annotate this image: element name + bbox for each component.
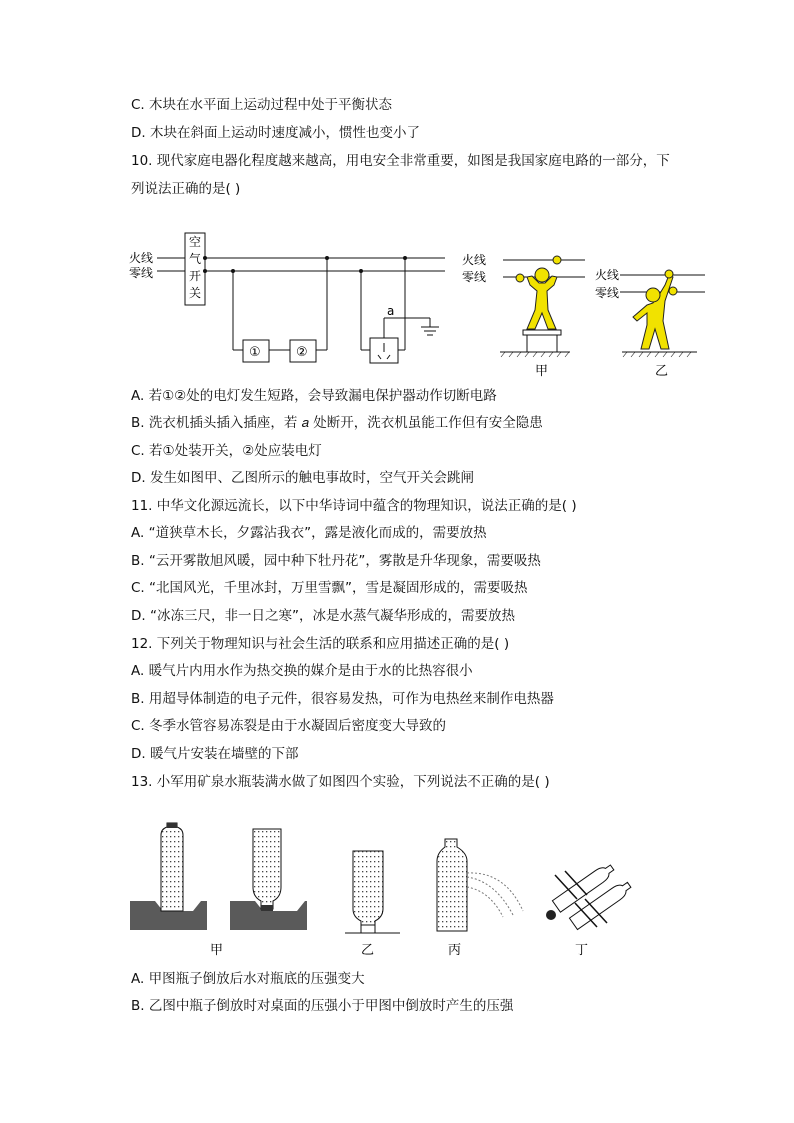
option-13b: B. 乙图中瓶子倒放时对桌面的压强小于甲图中倒放时产生的压强 [131,998,514,1014]
question-11: 11. 中华文化源远流长，以下中华诗词中蕴含的物理知识，说法正确的是( ) [131,498,577,514]
option-10b: B. 洗衣机插头插入插座，若 𝑎 处断开，洗衣机虽能工作但有安全隐患 [131,415,543,431]
option-11b: B. “云开雾散旭风暖，园中种下牡丹花”，雾散是升华现象，需要吸热 [131,553,541,569]
option-11c: C. “北国风光，千里冰封，万里雪飘”，雪是凝固形成的，需要吸热 [131,580,528,596]
question-10: 10. 现代家庭电器化程度越来越高，用电安全非常重要，如图是我国家庭电路的一部分，下 [131,153,670,169]
option-9c: C. 木块在水平面上运动过程中处于平衡状态 [131,97,393,113]
live-wire-label: 火线 [129,251,154,265]
figure-label-jia: 甲 [535,364,549,379]
bottle-label-bing: 丙 [448,943,462,958]
switch-label: 气 [189,252,202,266]
option-10d: D. 发生如图甲、乙图所示的触电事故时，空气开关会跳闸 [131,470,474,486]
bottle-label-yi: 乙 [361,943,375,958]
option-12b: B. 用超导体制造的电子元件，很容易发热，可作为电热丝来制作电热器 [131,691,554,707]
household-circuit-figure [125,225,715,380]
switch-label: 关 [189,286,202,300]
option-10a: A. 若①②处的电灯发生短路，会导致漏电保护器动作切断电路 [131,388,497,404]
bottle-experiments-figure [125,815,645,965]
option-13a: A. 甲图瓶子倒放后水对瓶底的压强变大 [131,971,365,987]
option-12d: D. 暖气片安装在墙壁的下部 [131,746,299,762]
option-12c: C. 冬季水管容易冻裂是由于水凝固后密度变大导致的 [131,718,447,734]
option-10c: C. 若①处装开关，②处应装电灯 [131,443,322,459]
switch-label: 空 [189,235,202,249]
question-10-cont: 列说法正确的是( ) [131,181,241,197]
figure-label-yi: 乙 [655,364,669,379]
person-a-neutral-label: 零线 [462,270,487,284]
neutral-wire-label: 零线 [129,266,154,280]
option-11a: A. “道狭草木长，夕露沾我衣”，露是液化而成的，需要放热 [131,525,487,541]
option-12a: A. 暖气片内用水作为热交换的媒介是由于水的比热容很小 [131,663,473,679]
option-9d: D. 木块在斜面上运动时速度减小，惯性也变小了 [131,125,420,141]
person-b-live-label: 火线 [595,268,620,282]
point-a-label: a [387,304,395,318]
bottle-label-ding: 丁 [575,943,589,958]
person-a-live-label: 火线 [462,253,487,267]
option-11d: D. “冰冻三尺，非一日之寒”，冰是水蒸气凝华形成的，需要放热 [131,608,515,624]
person-b-neutral-label: 零线 [595,286,620,300]
lamp-2-label: ② [296,345,308,360]
question-12: 12. 下列关于物理知识与社会生活的联系和应用描述正确的是( ) [131,636,510,652]
lamp-1-label: ① [249,345,261,360]
bottle-label-jia: 甲 [210,943,224,958]
question-13: 13. 小军用矿泉水瓶装满水做了如图四个实验，下列说法不正确的是( ) [131,774,550,790]
switch-label: 开 [189,269,202,283]
